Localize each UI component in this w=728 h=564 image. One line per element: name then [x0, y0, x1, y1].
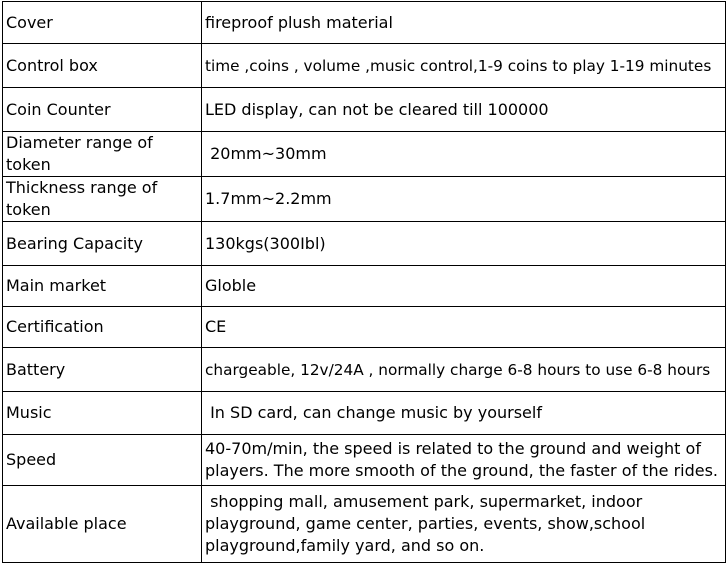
row-value: 20mm~30mm: [202, 132, 726, 177]
table-row: [3, 348, 726, 392]
table-row: [3, 392, 726, 435]
table-row: [3, 307, 726, 348]
row-label: Bearing Capacity: [3, 222, 202, 266]
row-value: 130kgs(300Ibl): [202, 222, 726, 266]
spec-table: [2, 1, 726, 563]
row-value: Globle: [202, 266, 726, 307]
row-value: 1.7mm~2.2mm: [202, 177, 726, 222]
row-label: Certification: [3, 307, 202, 348]
table-row: [3, 2, 726, 44]
row-label: Control box: [3, 44, 202, 88]
table-row: [3, 177, 726, 222]
table-row: [3, 44, 726, 88]
row-label: Main market: [3, 266, 202, 307]
row-value: In SD card, can change music by yourself: [202, 392, 726, 435]
row-label: Speed: [3, 435, 202, 486]
row-value: CE: [202, 307, 726, 348]
row-value: chargeable, 12v/24A , normally charge 6-8 hours to use 6-8 hours: [202, 348, 726, 392]
row-value: 40-70m/min, the speed is related to the ground and weight of players. The more smooth of the ground, the faster of the rides.: [202, 435, 726, 486]
row-label: Coin Counter: [3, 88, 202, 132]
table-row: [3, 486, 726, 563]
table-row: [3, 222, 726, 266]
table-row: [3, 132, 726, 177]
row-value: LED display, can not be cleared till 100000: [202, 88, 726, 132]
row-label: Music: [3, 392, 202, 435]
row-value: fireproof plush material: [202, 2, 726, 44]
row-label: Diameter range of token: [3, 132, 202, 177]
row-label: Battery: [3, 348, 202, 392]
row-value: time ,coins , volume ,music control,1-9 coins to play 1-19 minutes: [202, 44, 726, 88]
row-value: shopping mall, amusement park, supermarket, indoor playground, game center, parties, events, show,school playground,family yard, and so on.: [202, 486, 726, 563]
row-label: Thickness range of token: [3, 177, 202, 222]
table-row: [3, 266, 726, 307]
table-row: [3, 88, 726, 132]
row-label: Available place: [3, 486, 202, 563]
table-row: [3, 435, 726, 486]
row-label: Cover: [3, 2, 202, 44]
